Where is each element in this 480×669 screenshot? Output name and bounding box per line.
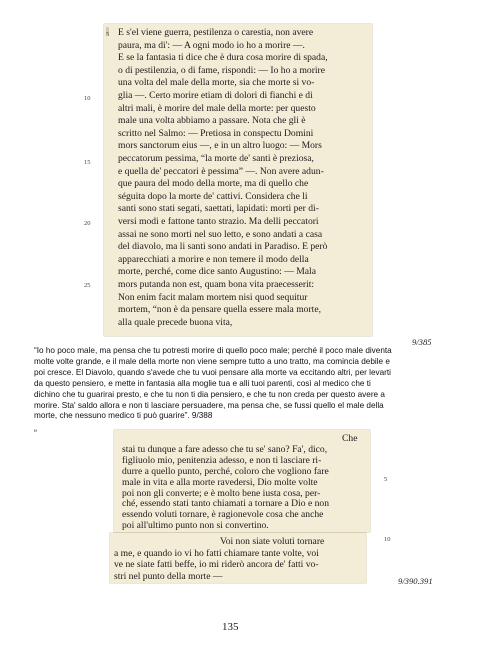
excerpt-line: assai ne sono morti nel suo letto, e sono andati a casa xyxy=(118,228,323,240)
excerpt-line: altri mali, è morire del male della morte: per questo xyxy=(118,102,316,114)
transcribed-note xyxy=(34,346,452,422)
excerpt-line: o di pestilenzia, o di fame, rispondi: — Io ho a morire xyxy=(118,64,326,76)
excerpt-line: ve ne siate fatti beffe, io mi riderò ancora de' fatti vo- xyxy=(114,559,319,570)
excerpt-line: paura, ma di': — A ogni modo io ho a morire —. xyxy=(118,39,305,51)
line-number: 10 xyxy=(84,95,91,102)
excerpt-line: Non enim facit malam mortem nisi quod sequitur xyxy=(118,291,308,303)
excerpt-line: male una volta abbiamo a passare. Nota che gli è xyxy=(118,115,306,127)
excerpt-line: Voi non siate voluti tornare xyxy=(220,536,325,547)
excerpt-line: alla quale precede buona vita, xyxy=(118,316,233,328)
line-number: 20 xyxy=(84,220,91,227)
excerpt-line: del diavolo, ma li santi sono andati in Paradiso. E però xyxy=(118,241,328,253)
line-number: 10 xyxy=(384,536,391,543)
excerpt-line: figliuolo mio, penitenzia adesso, e non ti lasciare ri- xyxy=(122,454,322,466)
excerpt-line: que paura del modo della morte, ma di quello che xyxy=(118,178,309,190)
excerpt-line: male in vita e alla morte ravedersi, Dio molte volte xyxy=(122,476,318,488)
note-line: da questo pensiero, e mette in fantasia alla moglie tua e alli tuoi parenti, così al medico che ti xyxy=(34,378,371,388)
excerpt-line: peccatorum pessima, “la morte de' santi è preziosa, xyxy=(118,153,314,164)
note-line: dichino che tu guarirai presto, e che tu non ti dia pensiero, e che tu non creda per questo avere a xyxy=(34,389,385,399)
excerpt-line: séguita dopo la morte de' cattivi. Considera che li xyxy=(118,190,308,202)
excerpt-line: E s'el viene guerra, pestilenza o carestia, non avere xyxy=(118,27,314,38)
book-excerpt-clip-1 xyxy=(104,24,372,336)
excerpt-line: ché, essendo stati tanto chiamati a tornare a Dio e non xyxy=(122,498,329,510)
excerpt-line: poi non gli converte; e è molto bene iusta cosa, per- xyxy=(122,487,321,499)
excerpt-line: essendo voluti tornare, è ragionevole cosa che anche xyxy=(122,509,324,521)
excerpt-line: versi modi e fattone tanto strazio. Ma delli peccatori xyxy=(118,216,319,227)
note-line: morte, che nessuno medico ti può guarire”. 9/388 xyxy=(34,411,213,421)
excerpt-line: morte, perché, come dice santo Augustino: — Mala xyxy=(118,266,316,278)
excerpt-line: poi all'ultimo punto non si convertino. xyxy=(122,520,269,532)
reference-9-390-391: 9/390.391 xyxy=(398,576,433,586)
excerpt-line: mors putanda non est, quam bona vita praecesserit: xyxy=(118,279,315,290)
excerpt-line: a me, e quando io vi ho fatti chiamare tante volte, voi xyxy=(114,547,319,559)
book-excerpt-clip-3 xyxy=(110,533,366,583)
line-number: 25 xyxy=(84,282,91,289)
line-number: 15 xyxy=(84,159,91,166)
line-number: 5 xyxy=(106,31,110,38)
excerpt-line: E se la fantasia ti dice che è dura cosa morire di spada, xyxy=(118,52,328,64)
excerpt-line: scritto nel Salmo: — Pretiosa in conspectu Domini xyxy=(118,127,314,139)
note-line: molte volte grande, e il male della morte non viene sempre tutto a uno tratto, ma comincia debile e xyxy=(34,356,390,366)
excerpt-line: apparecchiati a morire e non temere il modo della xyxy=(118,253,309,265)
note-line: morire. Sta' saldo allora e non ti lasciare persuadere, ma pensa che, se fussi quello el male della xyxy=(34,400,384,410)
excerpt-line: mortem, “non è da pensare quella essere mala morte, xyxy=(118,304,321,316)
excerpt-line: mors sanctorum eius —, e in un altro luogo: — Mors xyxy=(118,140,322,152)
excerpt-line: glia —. Certo morire etiam di dolori di fianchi e di xyxy=(118,90,313,101)
line-number: 5 xyxy=(384,476,388,483)
excerpt-line: santi sono stati segati, saettati, lapidati: morti per di- xyxy=(118,203,319,215)
excerpt-line: e quella de' peccatori è pessima” —. Non avere adun- xyxy=(118,165,324,177)
excerpt-line: una volta del male della morte, sia che morte si vo- xyxy=(118,77,315,89)
excerpt-line: stri nel punto della morte — xyxy=(114,570,223,582)
note-line: poi cresce. El Diavolo, quando s'avede che tu vuoi pensare alla morte va eccitando altri, per levarti xyxy=(34,367,392,377)
page-number: 135 xyxy=(222,621,239,633)
note-line: “Io ho poco male, ma pensa che tu potresti morire di quello poco male; perché il poco male diventa xyxy=(34,346,392,355)
excerpt-line: durre a quello punto, perché, coloro che vogliono fare xyxy=(122,465,329,477)
opening-quote-mark: “ xyxy=(34,428,37,438)
excerpt-line: stai tu dunque a fare adesso che tu se' sano? Fa', dico, xyxy=(122,443,328,455)
reference-9-385: 9/385 xyxy=(412,337,432,347)
book-excerpt-clip-2 xyxy=(114,430,370,532)
excerpt-line: Che xyxy=(342,433,358,444)
